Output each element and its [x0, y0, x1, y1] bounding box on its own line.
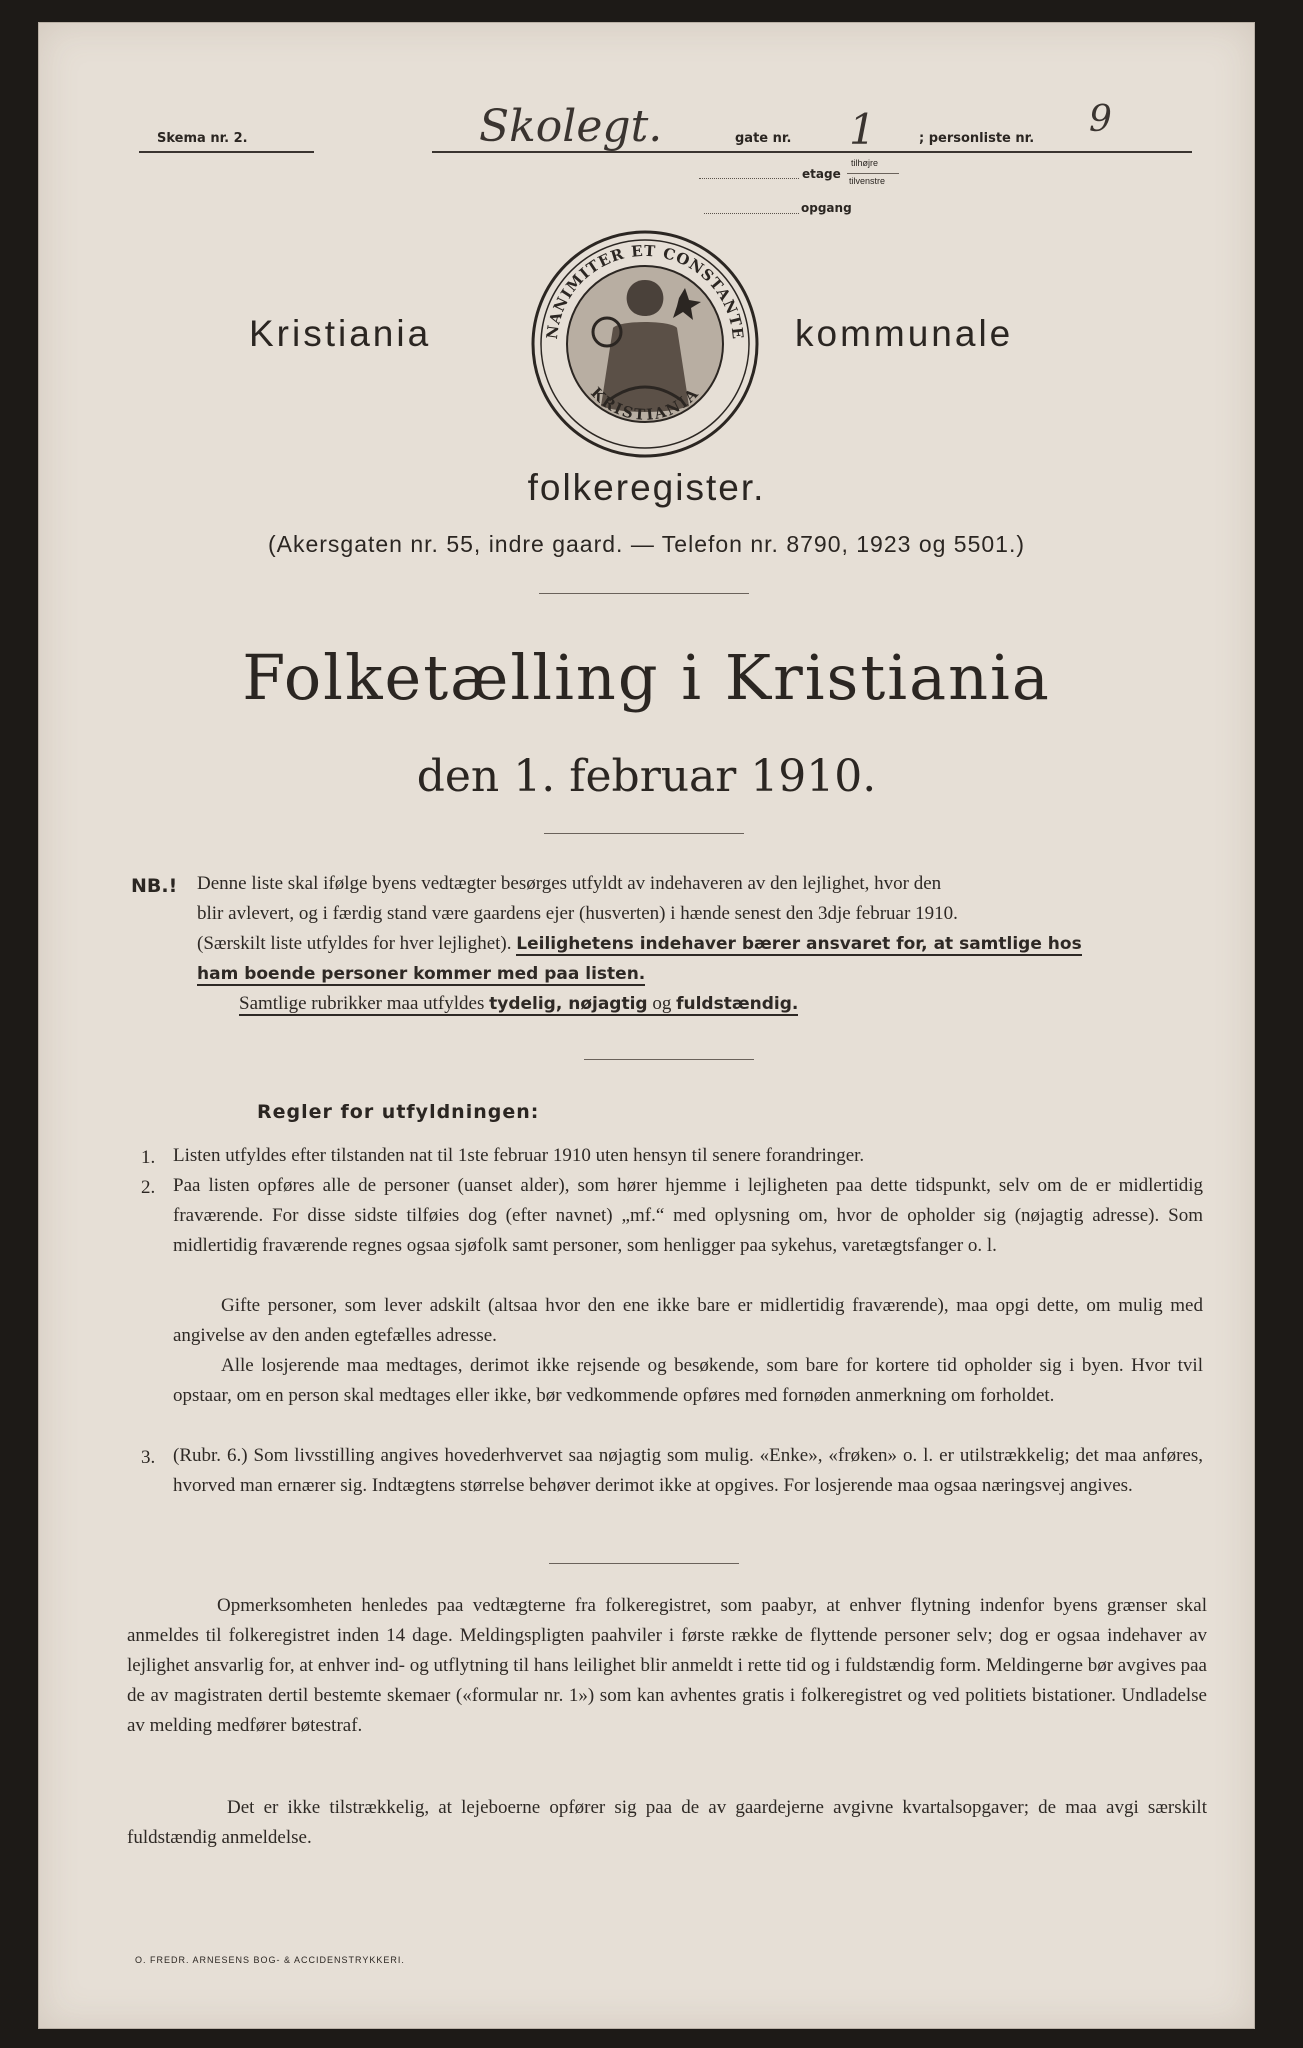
gate-value: 1: [849, 105, 876, 154]
nb-text: [197, 869, 1129, 1019]
seal-text-top: NANIMITER ET CONSTANTE: [542, 241, 748, 341]
printer-credit: O. FREDR. ARNESENS BOG- & ACCIDENSTRYKKERI.: [135, 1955, 405, 1965]
rule-number-2: 2.: [141, 1177, 156, 1198]
rule-2-gifte: Gifte personer, som lever adskilt (altsaa hvor den ene ikke bare er midlertidig fraværende), maa opgi dette, om mulig med angivelse av den anden egtefælles adresse.: [173, 1295, 1203, 1346]
tilvenstre-label: tilvenstre: [849, 176, 886, 186]
kristiania-seal: [529, 228, 761, 460]
opgang-label: opgang: [801, 201, 852, 215]
nb-line-5: [197, 989, 1129, 1019]
skema-label: Skema nr. 2.: [157, 131, 248, 146]
office-right: kommunale: [795, 313, 1014, 354]
rule-1: Listen utfyldes efter tilstanden nat til 1ste februar 1910 uten hensyn til senere forandringer.: [173, 1145, 865, 1166]
divider-2: [544, 833, 744, 834]
census-form-page: [38, 22, 1255, 2029]
etage-label: etage: [802, 167, 841, 181]
rule-2: Paa listen opføres alle de personer (uanset alder), som hører hjemme i lejligheten paa dette tidspunkt, selv om de er midlertidig fraværende. For disse sidste tilføies dog (efter navnet) „mf.“ med oplysning om, hvor de opholder sig (nøjagtig adresse). Som midlertidig fraværende regnes ogsaa sjøfolk samt personer, som henligger paa sykehus, varetægtsfanger o. l.: [173, 1175, 1203, 1256]
office-address: (Akersgaten nr. 55, indre gaard. — Telefon nr. 8790, 1923 og 5501.): [267, 531, 1026, 557]
seal-icon: [529, 228, 761, 460]
nb-line-5c: og: [652, 993, 672, 1014]
tilhojre-label: tilhøjre: [851, 158, 879, 168]
divider-3: [584, 1059, 754, 1060]
rules-heading: Regler for utfyldningen:: [257, 1101, 540, 1123]
notice-paragraph-1: Opmerksomheten henledes paa vedtægterne fra folkeregistret, som paabyr, at enhver flytning indenfor byens grænser skal anmeldes til folkeregistret inden 14 dage. Meldingspligten paahviler i første række de flyttende personer selv; dog er ogsaa indehaver av lejlighet ansvarlig for, at enhver ind- og utflytning til hans leilighet blir anmeldt i rette tid og i fuldstændig form. Meldingerne bør avgives paa de av magistraten dertil bestemte skemaer («formular nr. 1») som kan avhentes gratis i folkeregistret og ved politiets bistationer. Undladelse av melding medfører bøtestraf.: [127, 1595, 1207, 1736]
rule-2-losjerende: Alle losjerende maa medtages, derimot ikke rejsende og besøkende, som bare for kortere tid opholder sig i byen. Hvor tvil opstaar, om en person skal medtages eller ikke, bør vedkommende opføres med fornøden anmerkning om forholdet.: [173, 1355, 1203, 1406]
rule-number-3: 3.: [141, 1447, 156, 1468]
nb-line-4: [197, 959, 1129, 989]
notice-paragraph-2: Det er ikke tilstrækkelig, at lejeboerne opfører sig paa de av gaardejerne avgivne kvartalsopgaver; de maa avgi særskilt fuldstændig anmeldelse.: [127, 1797, 1207, 1848]
rule-number-1: 1.: [141, 1147, 156, 1168]
nb-line-5a: Samtlige rubrikker maa utfyldes: [239, 993, 485, 1014]
title-date: den 1. februar 1910.: [416, 751, 877, 802]
header-rule: [432, 151, 1192, 153]
nb-line-1: Denne liste skal ifølge byens vedtægter besørges utfyldt av indehaveren av den lejlighet, hvor den: [197, 873, 942, 894]
street-handwritten: Skolegt.: [479, 101, 663, 152]
nb-line-3b: Leilighetens indehaver bærer ansvaret for, at samtlige hos: [516, 934, 1082, 954]
gate-label: gate nr.: [735, 131, 792, 146]
opgang-dotline: [704, 213, 799, 214]
etage-dotline: [699, 178, 799, 179]
title-main: Folketælling i Kristiania: [242, 641, 1051, 714]
nb-line-5d: fuldstændig.: [676, 994, 799, 1014]
etage-fraction-rule: [847, 173, 899, 174]
nb-line-3a: (Særskilt liste utfyldes for hver lejlighet).: [197, 933, 512, 954]
nb-line-2: blir avlevert, og i færdig stand være gaardens ejer (husverten) i hænde senest den 3dje februar 1910.: [197, 903, 958, 924]
rule-3: (Rubr. 6.) Som livsstilling angives hovederhvervet saa nøjagtig som mulig. «Enke», «frøken» o. l. er utilstrækkelig; det maa anføres, hvorved man ernærer sig. Indtægtens størrelse behøver derimot ikke at opgives. For losjerende maa ogsaa næringsvej angives.: [173, 1445, 1203, 1496]
divider-4: [549, 1563, 739, 1564]
office-line2: folkeregister.: [527, 467, 766, 508]
skema-rule: [139, 151, 314, 153]
personliste-value: 9: [1089, 99, 1112, 140]
office-left: Kristiania: [249, 313, 432, 354]
nb-line-3: [197, 929, 1129, 959]
personliste-label: ; personliste nr.: [919, 131, 1035, 146]
nb-label: NB.!: [131, 875, 178, 897]
nb-line-4b: ham boende personer kommer med paa listen.: [197, 964, 646, 984]
seal-text-bottom: KRISTIANIA: [587, 383, 703, 424]
nb-line-5b: tydelig, nøjagtig: [489, 994, 648, 1014]
divider-1: [539, 593, 749, 594]
